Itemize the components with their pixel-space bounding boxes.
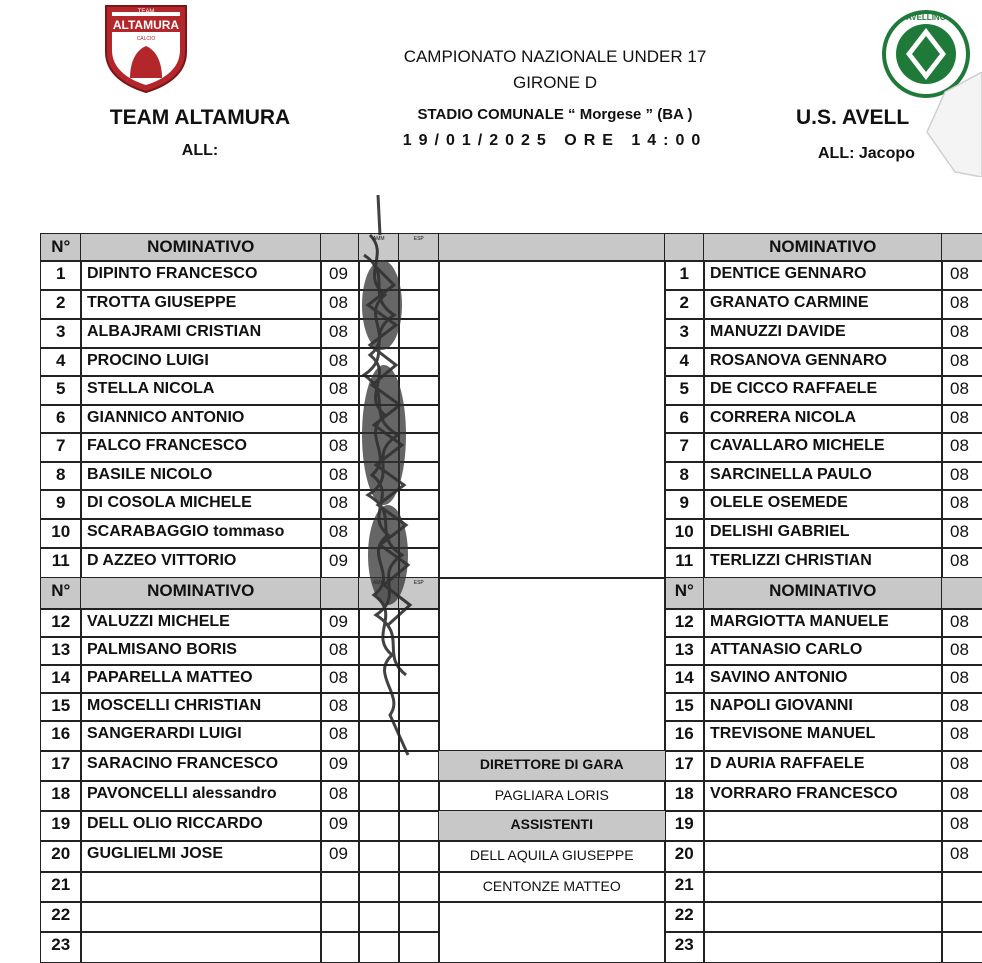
player-name: [80, 931, 322, 963]
player-name: ATTANASIO CARLO: [703, 636, 943, 666]
player-name: D AURIA RAFFAELE: [703, 750, 943, 782]
player-name: DENTICE GENNARO: [703, 260, 943, 291]
player-code: [941, 901, 982, 933]
ink-scribble: [350, 195, 420, 765]
player-number: 3: [664, 318, 705, 349]
player-number: 4: [40, 347, 82, 377]
player-name: PAPARELLA MATTEO: [80, 664, 322, 694]
page-curl-icon: [925, 72, 982, 177]
assistant-1: DELL AQUILA GIUSEPPE: [438, 840, 666, 873]
player-name: MARGIOTTA MANUELE: [703, 608, 943, 638]
referee-name: PAGLIARA LORIS: [438, 780, 666, 812]
player-code: 08: [320, 289, 360, 320]
player-number: 7: [40, 432, 82, 463]
player-number: 5: [40, 375, 82, 406]
player-name: [703, 810, 943, 842]
player-number: 21: [40, 871, 82, 903]
player-code: 09: [320, 840, 360, 873]
player-code: 08: [941, 780, 982, 812]
player-name: VORRARO FRANCESCO: [703, 780, 943, 812]
col-code-header-right-2: [941, 577, 982, 610]
logo-top-text: TEAM: [137, 9, 155, 15]
col-code-header-right: [941, 233, 982, 262]
col-name-header-right-2: NOMINATIVO: [703, 577, 943, 610]
player-name: ROSANOVA GENNARO: [703, 347, 943, 377]
player-code: [320, 871, 360, 903]
team-altamura-logo: [100, 2, 192, 94]
player-code: 09: [320, 810, 360, 842]
player-code: 08: [941, 289, 982, 320]
player-name: OLELE OSEMEDE: [703, 489, 943, 520]
middle-blank-area-3: [438, 901, 666, 963]
player-name: STELLA NICOLA: [80, 375, 322, 406]
player-code: 08: [941, 636, 982, 666]
player-name: [703, 871, 943, 903]
player-number: 15: [40, 692, 82, 722]
stadium: STADIO COMUNALE “ Morgese ” (BA ): [417, 106, 693, 123]
player-name: SANGERARDI LUIGI: [80, 720, 322, 752]
away-team-name: U.S. AVELL: [796, 106, 910, 129]
player-number: 10: [40, 518, 82, 549]
player-code: 08: [941, 432, 982, 463]
player-name: ALBAJRAMI CRISTIAN: [80, 318, 322, 349]
player-code: 08: [941, 720, 982, 752]
player-code: 08: [941, 318, 982, 349]
player-code: 08: [320, 489, 360, 520]
referee-label: DIRETTORE DI GARA: [438, 750, 666, 782]
player-code: 08: [320, 347, 360, 377]
player-number: 3: [40, 318, 82, 349]
player-name: SCARABAGGIO tommaso: [80, 518, 322, 549]
player-number: 15: [664, 692, 705, 722]
player-code: 08: [941, 489, 982, 520]
player-name: D AZZEO VITTORIO: [80, 547, 322, 579]
amm-cell: [358, 780, 400, 812]
amm-cell: [358, 901, 400, 933]
player-name: DELISHI GABRIEL: [703, 518, 943, 549]
player-code: 08: [320, 432, 360, 463]
player-number: 1: [40, 260, 82, 291]
player-name: SAVINO ANTONIO: [703, 664, 943, 694]
player-number: 18: [664, 780, 705, 812]
col-esp-header-2: ESP: [398, 577, 440, 610]
player-name: FALCO FRANCESCO: [80, 432, 322, 463]
home-team-name: TEAM ALTAMURA: [109, 106, 291, 129]
amm-cell: [358, 871, 400, 903]
col-esp-header: ESP: [398, 233, 440, 262]
player-name: [703, 931, 943, 963]
player-name: MANUZZI DAVIDE: [703, 318, 943, 349]
player-name: PALMISANO BORIS: [80, 636, 322, 666]
col-number-header: N°: [40, 233, 82, 262]
championship-name: CAMPIONATO NAZIONALE UNDER 17: [403, 47, 707, 66]
player-number: 18: [40, 780, 82, 812]
player-number: 2: [40, 289, 82, 320]
championship-title: [330, 44, 780, 96]
amm-cell: [358, 810, 400, 842]
player-code: [320, 931, 360, 963]
player-code: [320, 901, 360, 933]
esp-cell: [398, 871, 440, 903]
player-code: 08: [320, 780, 360, 812]
player-code: 08: [320, 404, 360, 434]
group-name: GIRONE D: [512, 73, 598, 92]
player-number: 8: [664, 461, 705, 491]
match-datetime: 19/01/2025 ORE 14:00: [402, 132, 708, 149]
player-name: GRANATO CARMINE: [703, 289, 943, 320]
player-name: SARACINO FRANCESCO: [80, 750, 322, 782]
player-code: 09: [320, 260, 360, 291]
player-number: 8: [40, 461, 82, 491]
player-name: SARCINELLA PAULO: [703, 461, 943, 491]
player-code: 08: [941, 608, 982, 638]
player-number: 11: [40, 547, 82, 579]
player-code: 08: [941, 461, 982, 491]
player-code: 08: [320, 664, 360, 694]
player-name: DELL OLIO RICCARDO: [80, 810, 322, 842]
player-name: TERLIZZI CHRISTIAN: [703, 547, 943, 579]
player-name: [703, 840, 943, 873]
player-number: 5: [664, 375, 705, 406]
esp-cell: [398, 810, 440, 842]
player-name: DI COSOLA MICHELE: [80, 489, 322, 520]
player-name: GUGLIELMI JOSE: [80, 840, 322, 873]
col-name-header: NOMINATIVO: [80, 233, 322, 262]
player-number: 9: [664, 489, 705, 520]
player-code: 08: [320, 692, 360, 722]
player-number: 1: [664, 260, 705, 291]
amm-cell: [358, 840, 400, 873]
player-number: 20: [40, 840, 82, 873]
player-code: 08: [941, 664, 982, 694]
player-code: 08: [941, 404, 982, 434]
esp-cell: [398, 931, 440, 963]
player-name: [703, 901, 943, 933]
col-name-header-2: NOMINATIVO: [80, 577, 322, 610]
player-number: 6: [40, 404, 82, 434]
col-amm-header: AMM: [358, 233, 400, 262]
player-name: PAVONCELLI alessandro: [80, 780, 322, 812]
player-code: 08: [941, 750, 982, 782]
player-code: 08: [941, 840, 982, 873]
player-code: 08: [941, 810, 982, 842]
player-number: 12: [40, 608, 82, 638]
player-number: 19: [664, 810, 705, 842]
player-number: 16: [664, 720, 705, 752]
player-name: CORRERA NICOLA: [703, 404, 943, 434]
player-number: 14: [664, 664, 705, 694]
player-code: [941, 931, 982, 963]
player-name: [80, 901, 322, 933]
player-number: 17: [40, 750, 82, 782]
player-code: 09: [320, 547, 360, 579]
col-name-header-right: NOMINATIVO: [703, 233, 943, 262]
logo-main-text: ALTAMURA: [112, 18, 180, 32]
player-name: TREVISONE MANUEL: [703, 720, 943, 752]
player-number: 11: [664, 547, 705, 579]
player-number: 4: [664, 347, 705, 377]
player-code: 08: [941, 347, 982, 377]
home-coach: ALL:: [181, 142, 219, 159]
player-number: 2: [664, 289, 705, 320]
esp-cell: [398, 780, 440, 812]
player-name: DIPINTO FRANCESCO: [80, 260, 322, 291]
player-name: DE CICCO RAFFAELE: [703, 375, 943, 406]
player-number: 7: [664, 432, 705, 463]
player-name: PROCINO LUIGI: [80, 347, 322, 377]
player-code: [941, 871, 982, 903]
player-name: [80, 871, 322, 903]
middle-header: [438, 233, 666, 262]
col-number-header-right-2: N°: [664, 577, 705, 610]
player-code: 09: [320, 608, 360, 638]
player-code: 08: [320, 518, 360, 549]
player-number: 17: [664, 750, 705, 782]
player-number: 23: [664, 931, 705, 963]
middle-blank-area-2: [438, 577, 666, 752]
middle-blank-area: [438, 260, 666, 579]
player-number: 19: [40, 810, 82, 842]
player-number: 9: [40, 489, 82, 520]
player-code: 08: [320, 636, 360, 666]
assistant-2: CENTONZE MATTEO: [438, 871, 666, 903]
player-number: 12: [664, 608, 705, 638]
away-coach: ALL: Jacopo: [818, 145, 915, 162]
player-name: MOSCELLI CHRISTIAN: [80, 692, 322, 722]
col-number-header-2: N°: [40, 577, 82, 610]
esp-cell: [398, 901, 440, 933]
esp-cell: [398, 840, 440, 873]
player-number: 13: [40, 636, 82, 666]
assistants-label: ASSISTENTI: [438, 810, 666, 842]
player-number: 23: [40, 931, 82, 963]
player-name: CAVALLARO MICHELE: [703, 432, 943, 463]
player-code: 08: [320, 720, 360, 752]
player-number: 20: [664, 840, 705, 873]
col-number-header-right: [664, 233, 705, 262]
player-number: 14: [40, 664, 82, 694]
player-name: GIANNICO ANTONIO: [80, 404, 322, 434]
player-name: NAPOLI GIOVANNI: [703, 692, 943, 722]
logo-right-text: AVELLINO: [906, 13, 946, 22]
player-number: 10: [664, 518, 705, 549]
player-code: 08: [941, 692, 982, 722]
player-code: 08: [941, 518, 982, 549]
amm-cell: [358, 931, 400, 963]
player-name: VALUZZI MICHELE: [80, 608, 322, 638]
player-code: 08: [941, 547, 982, 579]
logo-bottom-text: CALCIO: [136, 36, 156, 42]
player-number: 13: [664, 636, 705, 666]
player-number: 22: [40, 901, 82, 933]
player-number: 6: [664, 404, 705, 434]
player-number: 16: [40, 720, 82, 752]
player-code: 08: [941, 375, 982, 406]
player-code: 08: [320, 375, 360, 406]
player-code: 08: [320, 461, 360, 491]
player-code: 08: [941, 260, 982, 291]
player-name: TROTTA GIUSEPPE: [80, 289, 322, 320]
player-code: 08: [320, 318, 360, 349]
player-number: 21: [664, 871, 705, 903]
player-name: BASILE NICOLO: [80, 461, 322, 491]
player-number: 22: [664, 901, 705, 933]
player-code: 09: [320, 750, 360, 782]
